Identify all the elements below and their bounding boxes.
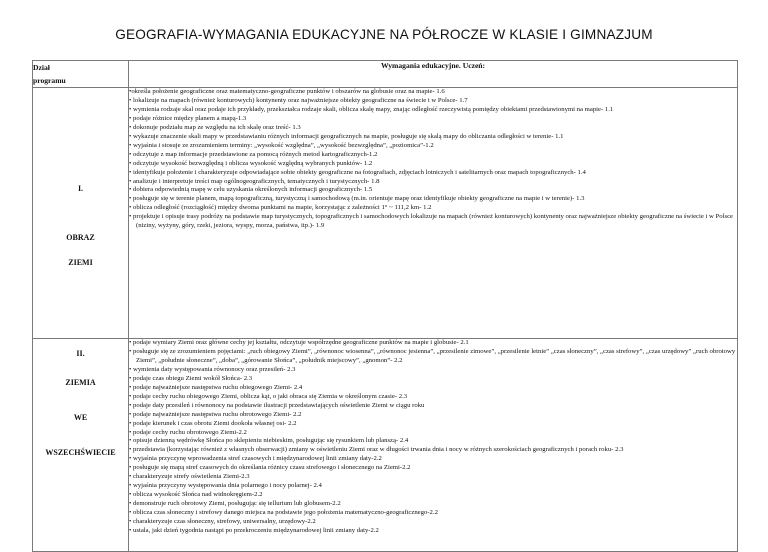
list-item: • oblicza odległość (rozciągłość) między dwoma punktami na mapie, korzystając z zależności 1° ~ 111,2 km- 1.2 [129, 204, 432, 212]
list-item: • podaje kierunek i czas obrotu Ziemi dookoła własnej osi- 2.2 [129, 419, 297, 427]
section-2-name2: WE [73, 413, 88, 422]
list-item: • charakteryzuje czas słoneczny, strefowy, uniwersalny, urzędowy-2.2 [129, 518, 316, 526]
list-item: • demonstruje ruch obrotowy Ziemi, posługując się tellurium lub globusem-2.2 [129, 500, 341, 508]
list-item: • dokonuje podziału map ze względu na ich skalę oraz treść- 1.3 [129, 123, 301, 131]
list-item: • dobiera odpowiednią mapę w celu uzyskania określonych informacji geograficznych- 1.5 [129, 186, 373, 194]
section-1-item-list [129, 88, 737, 231]
section-1-items [129, 88, 738, 339]
section-row-1 [33, 88, 738, 339]
list-item: • podaje najważniejsze następstwa ruchu obiegowego Ziemi- 2.4 [129, 383, 303, 391]
list-item: • oblicza czas słoneczny i strefowy danego miejsca na podstawie jego położenia matematyczno-geograficznego-2.2 [129, 509, 438, 517]
section-2-name: ZIEMIA [65, 378, 96, 387]
section-2-label [33, 339, 129, 552]
list-item: • odczytuje wysokość bezwzględną i oblicza wysokość względną wybranych punktów- 1.2 [129, 159, 373, 167]
list-item: • posługuje się mapą stref czasowych do określania różnicy czasu strefowego i słonecznego na Ziemi-2.2 [129, 464, 411, 472]
page-title: GEOGRAFIA-WYMAGANIA EDUKACYJNE NA PÓŁROCZE W KLASIE I GIMNAZJUM [115, 27, 653, 42]
header-dzial-line2: programu [33, 76, 66, 85]
requirements-table [32, 60, 738, 552]
list-item: •określa położenie geograficzne oraz matematyczno-geograficzne punktów i obszarów na globusie oraz na mapie- 1.6 [129, 88, 445, 95]
list-item: • oblicza wysokość Słońca nad widnokręgiem-2.2 [129, 491, 263, 499]
list-item: • analizuje i interpretuje treści map ogólnogeograficznych, tematycznych i turystycznych- 1.8 [129, 177, 380, 185]
list-item: • posługuje się w terenie planem, mapą topograficzną, turystyczną i samochodową (m.in. orientuje mapę oraz identyfikuje obiekty geograficzne na mapie i w terenie)- 1.3 [129, 195, 585, 203]
list-item: • identyfikuje położenie i charakteryzuje odpowiadające sobie obiekty geograficzne na fotografiach, zdjęciach lotniczych i satelitarnych oraz mapach topograficznych- 1.4 [129, 168, 586, 176]
section-1-label [33, 88, 129, 339]
list-item: • podaje najważniejsze następstwa ruchu obrotowego Ziemi- 2.2 [129, 410, 302, 418]
list-item: • podaje daty przesileń i równonocy na podstawie ilustracji przedstawiających oświetlenie Ziemi w ciągu roku [129, 401, 425, 409]
header-dzial-line1: Dział [33, 63, 50, 72]
section-1-name2: ZIEMI [68, 258, 93, 267]
list-item: • wymienia rodzaje skal oraz podaje ich przykłady, przekształca rodzaje skali, oblicza skalę mapy, znając odległość rzeczywistą pomiędzy obiektami przedstawionymi na mapie- 1.1 [129, 105, 614, 113]
list-item: • podaje cechy ruchu obrotowego Ziemi-2.2 [129, 428, 247, 436]
list-item: • charakteryzuje strefy oświetlenia Ziemi-2.3 [129, 473, 250, 481]
list-item: • wykazuje znaczenie skali mapy w przedstawianiu różnych informacji geograficznych na mapie, posługuje się skalą mapy do obliczania odległości w terenie- 1.1 [129, 132, 564, 140]
list-item: • odczytuje z map informacje przedstawione za pomocą różnych metod kartograficznych-1.2 [129, 150, 378, 158]
list-item: • przedstawia (korzystając również z własnych obserwacji) zmiany w oświetleniu Ziemi oraz w długości trwania dnia i nocy w różnych szerokościach geograficznych i porach roku- 2.3 [129, 446, 624, 454]
list-item: • wymienia daty występowania równonocy oraz przesileń- 2.3 [129, 365, 296, 373]
list-item: • podaje wymiary Ziemi oraz główne cechy jej kształtu, odczytuje współrzędne geograficzne punktów na mapie i globusie- 2.1 [129, 339, 469, 346]
list-item: • podaje różnice między planem a mapą-1.3 [129, 114, 247, 122]
section-2-item-list [129, 339, 737, 536]
section-2-items [129, 339, 738, 552]
list-item: • posługuje się ze zrozumieniem pojęciami: „ruch obiegowy Ziemi”, „równonoc wiosenna”, „równonoc jesienna”, „przesilenie zimowe”, „przesilenie letnie” „czas słoneczny”, „czas strefowy”, „czas urzędowy” „ruch obrotowy Ziemi”, „południe słoneczne”, „doba”, „górowanie Słońca”, „południk miejscowy”, „gnomon”- 2.2 [129, 347, 736, 364]
list-item: • ustala, jaki dzień tygodnia nastąpi po przekroczeniu międzynarodowej linii zmiany daty-2.2 [129, 527, 379, 535]
section-2-number: II. [76, 349, 85, 358]
header-requirements: Wymagania edukacyjne. Uczeń: [129, 61, 738, 88]
section-1-number: I. [77, 184, 84, 193]
section-2-name3: WSZECHŚWIECIE [45, 448, 116, 457]
section-1-name: OBRAZ [66, 233, 95, 242]
header-dzial [33, 61, 129, 88]
list-item: • wyjaśnia przyczynę wprowadzenia stref czasowych i międzynarodowej linii zmiany daty-2.2 [129, 455, 382, 463]
list-item: • podaje cechy ruchu obiegowego Ziemi, oblicza kąt, o jaki obraca się Ziemia w określonym czasie- 2.3 [129, 392, 408, 400]
section-row-2 [33, 339, 738, 552]
list-item: • wyjaśnia i stosuje ze zrozumieniem terminy: „wysokość względna”, „wysokość bezwzględna”, „poziomica”-1.2 [129, 141, 434, 149]
list-item: • projektuje i opisuje trasy podróży na podstawie map turystycznych, topograficznych i samochodowych lokalizuje na mapach (również konturowych) kontynenty oraz najważniejsze obiekty geograficzne na świecie i w Polsce (niziny, wyżyny, góry, rzeki, jeziora, wyspy, morza, państwa, itp.)- 1.9 [129, 213, 734, 230]
list-item: • podaje czas obiegu Ziemi wokół Słońca- 2.3 [129, 374, 253, 382]
table-header-row [33, 61, 738, 88]
list-item: • wyjaśnia przyczyny występowania dnia polarnego i nocy polarnej- 2.4 [129, 482, 322, 490]
list-item: • opisuje dzienną wędrówkę Słońca po sklepieniu niebieskim, posługując się rysunkiem lub planszą- 2.4 [129, 437, 409, 445]
list-item: • lokalizuje na mapach (również konturowych) kontynenty oraz najważniejsze obiekty geograficzne na świecie i w Polsce- 1.7 [129, 96, 468, 104]
